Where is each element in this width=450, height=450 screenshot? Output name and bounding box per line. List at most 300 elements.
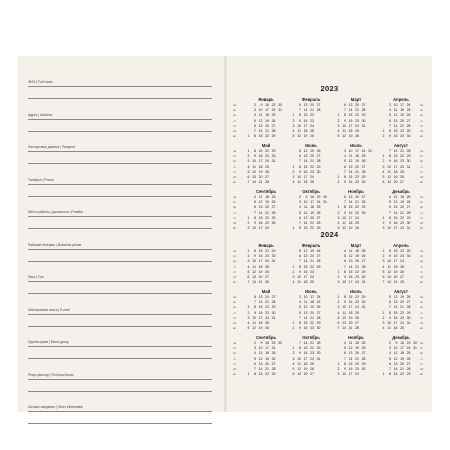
calendar-day: 31 xyxy=(361,123,366,128)
info-field-label: Личные сведения | Other information xyxy=(28,405,84,409)
calendar-day: 13 xyxy=(303,215,308,220)
calendar-day: 18 xyxy=(303,361,308,366)
writing-line[interactable] xyxy=(28,423,212,424)
weekday-label: сб xyxy=(420,174,424,179)
month-grid xyxy=(378,289,424,333)
calendar-day: 15 xyxy=(348,205,353,210)
calendar-day: 22 xyxy=(310,113,314,118)
calendar-day: 26 xyxy=(400,269,404,274)
calendar-day: 22 xyxy=(400,215,404,220)
month-name: Апрель xyxy=(393,243,409,248)
calendar-day: 19 xyxy=(348,134,353,139)
calendar-day: 18 xyxy=(265,113,269,118)
weekday-label: пн xyxy=(233,295,237,299)
writing-line[interactable] xyxy=(28,119,212,120)
calendar-day: 12 xyxy=(393,200,398,205)
calendar-day: 9 xyxy=(389,159,391,164)
calendar-day: 4 xyxy=(344,154,346,159)
month-name: Май xyxy=(261,289,271,294)
calendar-day: 5 xyxy=(337,226,340,231)
calendar-day: 25 xyxy=(271,351,276,356)
weekday-label: вс xyxy=(233,134,237,139)
calendar-day xyxy=(276,372,283,377)
calendar-day: 4 xyxy=(299,300,301,305)
calendar-day: 30 xyxy=(361,180,366,185)
calendar-day: 5 xyxy=(389,356,391,361)
calendar-day: 20 xyxy=(265,295,269,299)
writing-line[interactable] xyxy=(28,163,212,164)
calendar-day: 6 xyxy=(382,180,385,185)
weekday-labels xyxy=(233,103,241,139)
info-field-label: Адрес | Address xyxy=(28,112,53,117)
calendar-day xyxy=(359,372,366,377)
calendar-day: 28 xyxy=(355,326,359,331)
calendar-day: 16 xyxy=(393,134,398,139)
calendar-day: 6 xyxy=(247,274,250,279)
weekday-row xyxy=(288,326,334,331)
calendar-day: 9 xyxy=(299,326,301,331)
calendar-day: 16 xyxy=(258,254,263,259)
weekday-label: чт xyxy=(233,210,236,215)
calendar-day: 20 xyxy=(310,154,314,159)
calendar-day: 3 xyxy=(337,305,340,310)
calendar-day xyxy=(314,372,321,377)
calendar-day: 20 xyxy=(400,300,404,305)
calendar-day: 15 xyxy=(348,174,353,179)
weekday-label: чт xyxy=(420,210,423,215)
weekday-label: пн xyxy=(233,195,237,199)
calendar-day: 29 xyxy=(316,164,321,169)
calendar-day: 13 xyxy=(258,295,263,299)
calendar-day: 11 xyxy=(297,361,301,366)
calendar-day: 25 xyxy=(406,351,411,356)
calendar-day: 13 xyxy=(348,164,353,169)
calendar-day: 5 xyxy=(344,159,346,164)
calendar-day: 1 xyxy=(247,215,250,220)
weekday-label: чт xyxy=(420,118,423,123)
calendar-day: 10 xyxy=(387,259,391,264)
month-grid xyxy=(288,189,334,233)
calendar-day: 3 xyxy=(382,320,385,325)
info-field[interactable] xyxy=(28,367,212,401)
weekday-label: чт xyxy=(233,264,236,269)
month-grid xyxy=(333,143,379,187)
calendar-day: 8 xyxy=(344,205,346,210)
weekday-row xyxy=(243,134,289,139)
calendar-day: 20 xyxy=(400,205,404,210)
calendar-day: 7 xyxy=(389,210,391,215)
info-field[interactable] xyxy=(28,107,212,141)
calendar-day: 31 xyxy=(361,305,366,310)
calendar-day: 29 xyxy=(271,372,276,377)
calendar-day: 6 xyxy=(299,254,301,259)
calendar-day: 28 xyxy=(406,305,411,310)
calendar-day: 8 xyxy=(254,134,256,139)
calendar-day xyxy=(269,280,276,285)
info-field[interactable] xyxy=(28,74,212,108)
weekday-row xyxy=(243,180,289,185)
calendar-day: 28 xyxy=(361,108,366,113)
month-grid xyxy=(333,289,379,333)
calendar-day: 1 xyxy=(382,128,385,133)
calendar-day: 17 xyxy=(303,274,308,279)
calendar-day: 30 xyxy=(361,366,366,371)
weekday-label: сб xyxy=(233,320,237,325)
calendar-day: 4 xyxy=(254,113,256,118)
calendar-day: 7 xyxy=(382,280,385,285)
calendar-day: 29 xyxy=(406,372,411,377)
calendar-day: 23 xyxy=(316,195,321,199)
calendar-day: 14 xyxy=(348,108,353,113)
weekday-label: пт xyxy=(233,215,236,220)
month-grid xyxy=(243,243,289,287)
calendar-day: 18 xyxy=(348,310,353,315)
calendar-day: 14 xyxy=(258,128,263,133)
calendar-day: 11 xyxy=(393,108,398,113)
calendar-day xyxy=(314,280,321,285)
calendar-day: 6 xyxy=(389,361,391,366)
writing-line[interactable] xyxy=(28,249,212,250)
calendar-day: 15 xyxy=(258,249,263,253)
calendar-day: 13 xyxy=(303,103,308,107)
calendar-day: 24 xyxy=(406,103,411,107)
month-grid xyxy=(243,335,289,379)
calendar-day: 14 xyxy=(342,326,346,331)
calendar-day: 23 xyxy=(310,326,314,331)
calendar-day: 9 xyxy=(305,195,308,199)
weekday-label: ср xyxy=(233,113,237,118)
writing-line[interactable] xyxy=(28,411,212,412)
calendar-day: 22 xyxy=(400,310,404,315)
calendar-day: 30 xyxy=(278,341,282,345)
weekday-label: сб xyxy=(420,366,424,371)
calendar-day: 11 xyxy=(258,351,263,356)
writing-line[interactable] xyxy=(28,326,212,327)
weekday-row xyxy=(378,134,424,139)
calendar-day: 14 xyxy=(258,366,263,371)
calendar-day: 5 xyxy=(382,174,385,179)
calendar-day: 21 xyxy=(310,220,314,225)
calendar-day: 29 xyxy=(361,205,366,210)
calendar-day: 26 xyxy=(406,356,411,361)
calendar-day: 24 xyxy=(271,346,276,351)
calendar-day: 20 xyxy=(348,320,353,325)
calendar-day: 3 xyxy=(337,123,340,128)
calendar-day: 13 xyxy=(393,361,398,366)
calendar-day: 3 xyxy=(337,215,340,220)
month-grid xyxy=(378,143,424,187)
calendar-day: 18 xyxy=(258,320,263,325)
writing-line[interactable] xyxy=(28,261,212,262)
calendar-day: 12 xyxy=(348,159,353,164)
calendar-day: 26 xyxy=(406,295,411,299)
calendar-day: 24 xyxy=(271,108,276,113)
calendar-day: 2 xyxy=(247,154,250,159)
writing-line[interactable] xyxy=(28,196,212,197)
calendar-day: 18 xyxy=(303,280,308,285)
calendar-day: 27 xyxy=(271,123,276,128)
month-name: Декабрь xyxy=(392,189,410,194)
calendar-day: 24 xyxy=(265,226,269,231)
calendar-day: 28 xyxy=(406,149,411,153)
weekday-label: вс xyxy=(420,134,424,139)
calendar-day: 8 xyxy=(389,372,391,377)
writing-line[interactable] xyxy=(28,346,212,347)
calendar-day: 22 xyxy=(400,154,404,159)
calendar-day: 12 xyxy=(258,356,263,361)
writing-line[interactable] xyxy=(28,151,212,152)
writing-line[interactable] xyxy=(28,358,212,359)
weekday-row xyxy=(288,134,334,139)
calendar-day: 18 xyxy=(393,169,398,174)
writing-line[interactable] xyxy=(28,98,212,99)
calendar-day: 8 xyxy=(254,215,256,220)
calendar-day: 13 xyxy=(393,300,398,305)
calendar-day: 27 xyxy=(265,174,269,179)
calendar-day: 30 xyxy=(406,254,411,259)
calendar-day: 23 xyxy=(355,366,359,371)
calendar-day: 8 xyxy=(344,113,346,118)
calendar-day: 31 xyxy=(368,149,372,153)
info-field[interactable] xyxy=(28,139,212,173)
calendar-day: 27 xyxy=(361,259,366,264)
weekday-label: вт xyxy=(233,346,236,351)
calendar-day: 27 xyxy=(361,351,366,356)
calendar-day: 27 xyxy=(316,254,321,259)
calendar-day: 30 xyxy=(316,351,321,356)
weekday-label: пт xyxy=(233,123,236,128)
calendar-day: 16 xyxy=(348,118,353,123)
calendar-day: 10 xyxy=(342,372,346,377)
calendar-day: 25 xyxy=(406,195,411,199)
calendar-day: 30 xyxy=(278,103,282,107)
info-field[interactable] xyxy=(28,334,212,368)
calendar-day: 25 xyxy=(265,264,269,269)
calendar-day: 13 xyxy=(348,351,353,356)
calendar-day: 31 xyxy=(278,108,282,113)
weekday-label: пн xyxy=(233,149,237,153)
calendar-day: 7 xyxy=(299,259,301,264)
info-field[interactable] xyxy=(28,302,212,336)
calendar-day: 14 xyxy=(348,200,353,205)
calendar-day: 7 xyxy=(254,366,256,371)
calendar-day: 30 xyxy=(361,274,366,279)
weekday-label: пт xyxy=(420,123,423,128)
calendar-day: 31 xyxy=(271,315,276,320)
calendar-day: 21 xyxy=(310,341,314,345)
calendar-day: 13 xyxy=(387,180,391,185)
info-field-label: Резус фактор | Rh blood factor xyxy=(28,372,74,377)
calendar-day: 6 xyxy=(344,164,346,169)
calendar-day: 11 xyxy=(252,164,256,169)
calendar-day: 23 xyxy=(355,210,359,215)
writing-line[interactable] xyxy=(28,391,212,392)
writing-line[interactable] xyxy=(28,228,212,229)
calendar-day: 6 xyxy=(344,103,346,107)
calendar-day: 5 xyxy=(292,366,295,371)
calendar-day: 8 xyxy=(389,154,391,159)
calendar-day: 24 xyxy=(355,305,359,310)
calendar-day: 13 xyxy=(252,174,256,179)
calendar-day: 24 xyxy=(406,346,411,351)
calendar-day: 29 xyxy=(406,154,411,159)
info-field[interactable] xyxy=(28,172,212,206)
weekday-label: сб xyxy=(420,220,424,225)
calendar-day: 31 xyxy=(406,320,411,325)
calendar-day: 1 xyxy=(382,215,385,220)
calendar-day: 26 xyxy=(316,149,321,153)
weekday-row xyxy=(333,372,379,377)
calendar-day: 9 xyxy=(344,274,346,279)
weekday-label: вт xyxy=(420,200,423,205)
calendar-day: 17 xyxy=(393,226,398,231)
calendar-day: 2 xyxy=(337,118,340,123)
calendar-day: 13 xyxy=(348,195,353,199)
calendar-day: 12 xyxy=(303,305,308,310)
calendar-day: 17 xyxy=(393,259,398,264)
calendar-day: 23 xyxy=(400,315,404,320)
writing-line[interactable] xyxy=(28,314,212,315)
writing-line[interactable] xyxy=(28,216,212,217)
calendar-day: 5 xyxy=(247,169,250,174)
calendar-day: 27 xyxy=(400,274,404,279)
calendar-day: 10 xyxy=(297,356,301,361)
calendar-day: 29 xyxy=(406,310,411,315)
calendar-day: 17 xyxy=(348,305,353,310)
calendar-day: 9 xyxy=(389,254,391,259)
calendar-day: 27 xyxy=(316,154,321,159)
weekday-label: сб xyxy=(233,366,237,371)
calendar-day: 31 xyxy=(406,226,411,231)
calendar-day: 15 xyxy=(348,269,353,274)
calendar-day: 18 xyxy=(400,108,404,113)
calendar-day: 6 xyxy=(254,361,256,366)
calendar-day: 29 xyxy=(271,149,276,153)
calendar-day xyxy=(366,180,373,185)
calendar-day: 1 xyxy=(337,361,340,366)
calendar-day: 13 xyxy=(387,274,391,279)
writing-line[interactable] xyxy=(28,184,212,185)
info-field[interactable] xyxy=(28,204,212,238)
month-grid xyxy=(333,335,379,379)
month-grid xyxy=(288,335,334,379)
writing-line[interactable] xyxy=(28,293,212,294)
calendar-day: 23 xyxy=(400,254,404,259)
calendar-day: 6 xyxy=(299,154,301,159)
calendar-day: 16 xyxy=(258,154,263,159)
calendar-day: 6 xyxy=(389,205,391,210)
calendar-day: 4 xyxy=(292,361,295,366)
writing-line[interactable] xyxy=(28,281,212,282)
weekday-label: ср xyxy=(420,205,424,210)
info-field[interactable] xyxy=(28,269,212,303)
calendar-day: 9 xyxy=(299,118,301,123)
calendar-day: 18 xyxy=(258,164,263,169)
month-grid xyxy=(288,97,334,141)
weekday-label: ср xyxy=(233,205,237,210)
info-field[interactable] xyxy=(28,237,212,271)
weekday-label: вт xyxy=(420,108,423,113)
calendar-day: 3 xyxy=(292,123,295,128)
calendar-day: 23 xyxy=(355,274,359,279)
calendar-day: 23 xyxy=(271,103,276,107)
calendar-day: 19 xyxy=(265,118,269,123)
calendar-day: 17 xyxy=(258,159,263,164)
calendar-day: 18 xyxy=(310,205,314,210)
calendar-day: 3 xyxy=(247,315,250,320)
calendar-day: 4 xyxy=(389,351,391,356)
weekday-row xyxy=(243,280,289,285)
calendar-day: 16 xyxy=(258,220,263,225)
calendar-day: 5 xyxy=(254,356,256,361)
calendar-day: 30 xyxy=(406,220,411,225)
calendar-day: 18 xyxy=(265,195,269,199)
calendar-day: 1 xyxy=(247,149,250,153)
calendar-day: 7 xyxy=(299,159,301,164)
calendar-day: 15 xyxy=(348,295,353,299)
calendar-day: 4 xyxy=(389,108,391,113)
calendar-day: 19 xyxy=(393,269,398,274)
calendar-day: 14 xyxy=(393,149,398,153)
writing-line[interactable] xyxy=(28,86,212,87)
calendar-day: 16 xyxy=(348,274,353,279)
calendar-day: 7 xyxy=(389,123,391,128)
calendar-day: 18 xyxy=(355,249,359,253)
calendar-day: 9 xyxy=(254,254,256,259)
calendar-day: 11 xyxy=(252,320,256,325)
calendar-day: 30 xyxy=(271,154,276,159)
calendar-day: 1 xyxy=(382,310,385,315)
weekday-label: ср xyxy=(420,259,424,264)
weekday-label: вс xyxy=(420,372,424,377)
calendar-day: 28 xyxy=(406,210,411,215)
calendar-day: 9 xyxy=(389,220,391,225)
calendar-day: 4 xyxy=(247,164,250,169)
calendar-day: 9 xyxy=(254,154,256,159)
calendar-day: 13 xyxy=(342,320,346,325)
calendar-day: 21 xyxy=(310,259,314,264)
calendar-day: 15 xyxy=(303,226,308,231)
calendar-day: 16 xyxy=(265,103,269,107)
calendar-day: 19 xyxy=(400,356,404,361)
calendar-day: 27 xyxy=(355,320,359,325)
calendar-day: 27 xyxy=(271,361,276,366)
calendar-day: 26 xyxy=(271,356,276,361)
weekday-row xyxy=(243,372,289,377)
calendar-day: 20 xyxy=(310,254,314,259)
info-field[interactable] xyxy=(28,399,212,433)
calendar-day: 22 xyxy=(400,372,404,377)
calendar-day: 18 xyxy=(348,220,353,225)
calendar-day: 26 xyxy=(316,210,321,215)
weekday-labels xyxy=(233,149,241,185)
calendar-day: 20 xyxy=(265,205,269,210)
writing-line[interactable] xyxy=(28,131,212,132)
calendar-day: 7 xyxy=(254,128,256,133)
calendar-day: 10 xyxy=(342,305,346,310)
calendar-day: 3 xyxy=(299,295,301,299)
weekday-label: вс xyxy=(233,326,237,331)
writing-line[interactable] xyxy=(28,379,212,380)
calendar-day: 8 xyxy=(254,149,256,153)
month-name: Декабрь xyxy=(392,335,410,340)
info-field-label: Факс | Fax xyxy=(28,275,44,279)
calendar-day: 20 xyxy=(400,361,404,366)
calendar-day: 14 xyxy=(393,210,398,215)
calendar-day: 27 xyxy=(400,180,404,185)
calendar-day: 15 xyxy=(393,372,398,377)
calendar-day: 23 xyxy=(310,269,314,274)
